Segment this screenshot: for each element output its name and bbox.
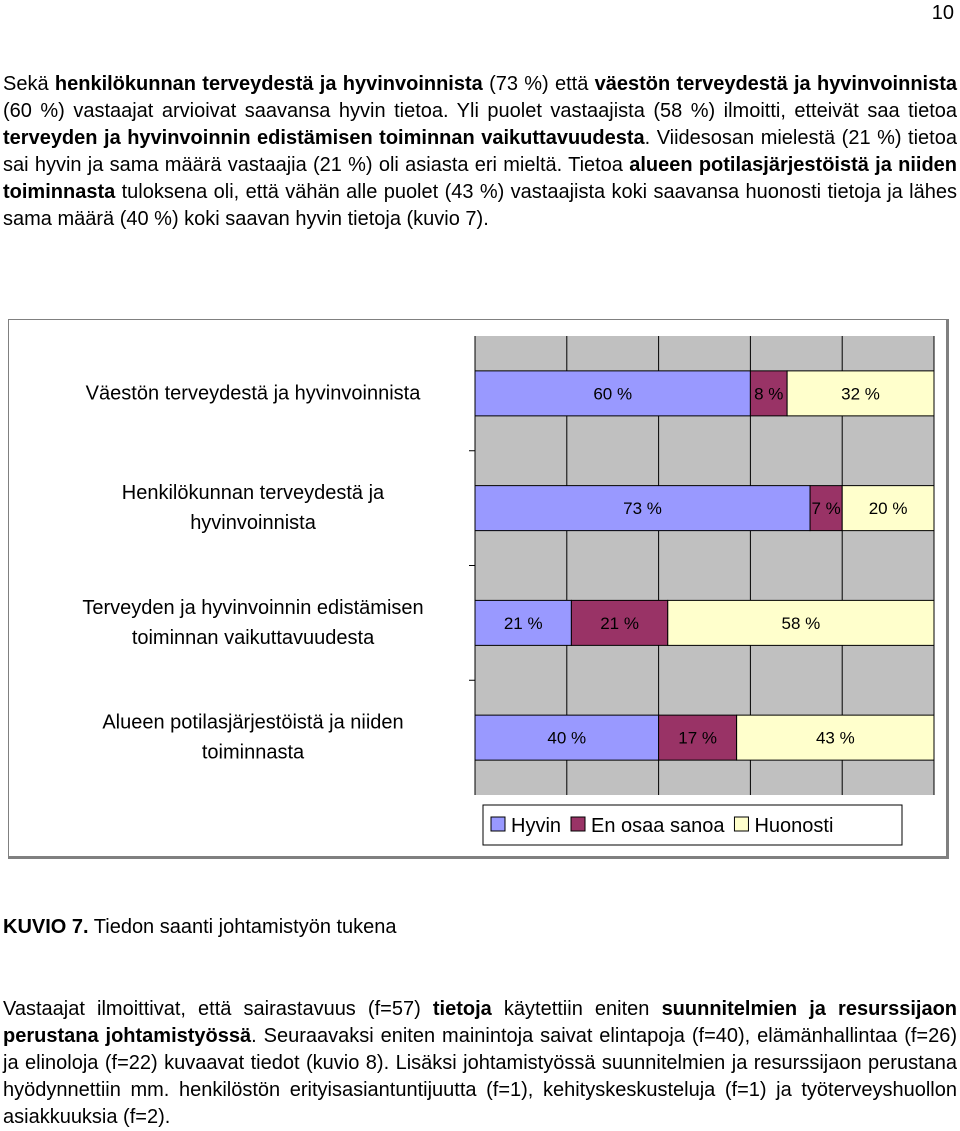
category-label: toiminnasta bbox=[201, 741, 305, 764]
data-label: 32 % bbox=[841, 384, 880, 404]
para1-run: väestön terveydestä ja hyvinvoinnista bbox=[594, 73, 958, 95]
legend-swatch bbox=[571, 817, 585, 831]
category-label: toiminnan vaikuttavuudesta bbox=[131, 626, 375, 649]
data-label: 20 % bbox=[868, 499, 908, 519]
data-label: 40 % bbox=[547, 728, 587, 748]
para1-run: (60 %) vastaajat arvioivat saavansa hyvin tietoa. Yli puolet vastaajista (58 %) ilmoitti, etteivät saa tietoa bbox=[3, 100, 957, 122]
intro-paragraph bbox=[3, 71, 957, 233]
stacked-bar-chart bbox=[9, 320, 946, 856]
data-label: 8 % bbox=[754, 384, 784, 404]
para2-run: käytettiin eniten bbox=[491, 998, 662, 1020]
caption-label: KUVIO 7. bbox=[3, 916, 89, 938]
legend-swatch bbox=[491, 817, 505, 831]
category-label: Väestön terveydestä ja hyvinvoinnista bbox=[85, 382, 421, 405]
para2-run: suunnitelmien ja resurssijaon perustana johtamistyössä bbox=[3, 998, 957, 1047]
chart-frame bbox=[8, 319, 949, 859]
para1-run: alueen potilasjärjestöistä ja niiden toiminnasta bbox=[3, 154, 957, 203]
category-label: Henkilökunnan terveydestä ja bbox=[121, 482, 385, 505]
para1-run: henkilökunnan terveydestä ja hyvinvoinnista bbox=[54, 73, 483, 95]
caption-text: Tiedon saanti johtamistyön tukena bbox=[88, 916, 397, 938]
para2-run: Vastaajat ilmoittivat, että sairastavuus (f=57) bbox=[3, 998, 433, 1020]
para1-run: terveyden ja hyvinvoinnin edistämisen toiminnan vaikuttavuudesta bbox=[3, 127, 645, 149]
data-label: 21 % bbox=[600, 613, 639, 633]
data-label: 73 % bbox=[623, 499, 662, 519]
category-label: hyvinvoinnista bbox=[190, 512, 316, 535]
data-label: 17 % bbox=[678, 728, 717, 748]
figure-caption bbox=[3, 916, 397, 939]
body-paragraph bbox=[3, 996, 957, 1131]
legend-swatch bbox=[734, 817, 748, 831]
category-label: Alueen potilasjärjestöistä ja niiden bbox=[102, 711, 404, 734]
category-label: Terveyden ja hyvinvoinnin edistämisen bbox=[82, 596, 424, 619]
para1-run: (73 %) että bbox=[482, 73, 595, 95]
para2-run: . Seuraavaksi eniten mainintoja saivat elintapoja (f=40), elämänhallintaa (f=26) ja elinoloja (f=22) kuvaavat tiedot (kuvio 8). Lisäksi johtamistyössä suunnitelmien ja resurssijaon perustana hyödynnettiin mm. henkilöstön erityisasiantuntijuutta (f=1), kehityskeskusteluja (f=1) ja työterveyshuollon asiakkuuksia (f=2). bbox=[3, 1025, 957, 1128]
data-label: 43 % bbox=[815, 728, 855, 748]
legend-label: En osaa sanoa bbox=[591, 815, 725, 837]
data-label: 7 % bbox=[811, 499, 841, 519]
data-label: 58 % bbox=[781, 613, 821, 633]
para2-run: tietoja bbox=[432, 998, 492, 1020]
legend-label: Huonosti bbox=[754, 815, 834, 837]
data-label: 60 % bbox=[593, 384, 633, 404]
page-number: 10 bbox=[931, 2, 954, 24]
para1-run: Sekä bbox=[3, 73, 55, 95]
legend-label: Hyvin bbox=[511, 815, 562, 837]
para1-run: tuloksena oli, että vähän alle puolet (43 %) vastaajista koki saavansa huonosti tietoja ja lähes sama määrä (40 %) koki saavan hyvin tietoja (kuvio 7). bbox=[3, 181, 957, 230]
data-label: 21 % bbox=[503, 613, 543, 633]
para1-run: . Viidesosan mielestä (21 %) tietoa sai hyvin ja sama määrä vastaajia (21 %) oli asiasta eri mieltä. Tietoa bbox=[3, 127, 957, 176]
